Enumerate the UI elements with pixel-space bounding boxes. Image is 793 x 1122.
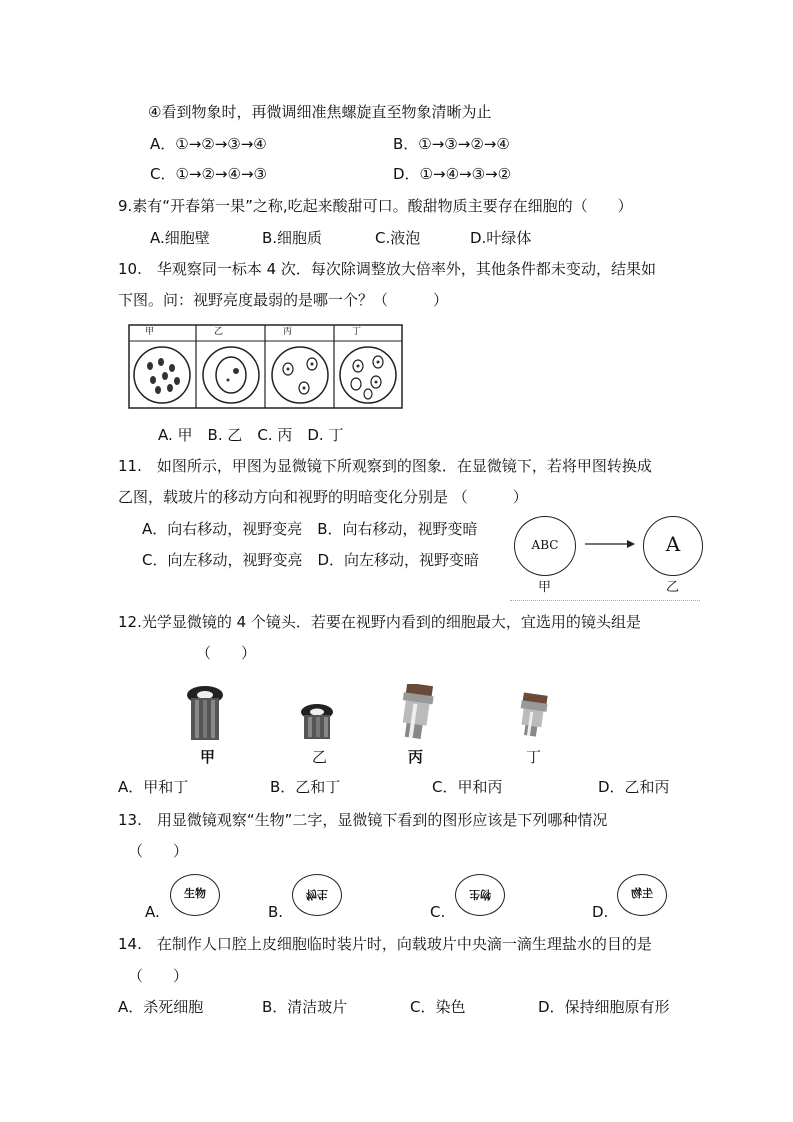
q13-option-a-text: 生物 [184, 887, 206, 900]
q12-stem: 12.光学显微镜的 4 个镜头．若要在视野内看到的细胞最大，宜选用的镜头组是 [118, 613, 641, 631]
q13-option-d-text: 生物 [631, 887, 653, 900]
q12-option-b: B．乙和丁 [270, 778, 341, 796]
q12-option-d: D．乙和丙 [598, 778, 670, 796]
q8-option-d: D．①→④→③→② [393, 165, 512, 183]
q10-panel-jia [134, 347, 190, 403]
q13-stem: 13. 用显微镜观察“生物”二字，显微镜下看到的图形应该是下列哪种情况 [118, 811, 608, 829]
q10-panel-label-1: 甲 [145, 327, 155, 337]
q8-option-b: B．①→③→②→④ [393, 135, 510, 153]
q13-option-a-letter: A. [145, 903, 160, 921]
q13-option-c-letter: C. [430, 903, 446, 921]
q14-paren: （ ） [128, 967, 189, 985]
q10-panel-bing [272, 347, 328, 403]
q9-option-b: B.细胞质 [262, 229, 323, 247]
lens-label-ding: 丁 [526, 748, 542, 766]
q11-circle-jia-text: ABC [531, 538, 559, 552]
q9-option-c: C.液泡 [375, 229, 421, 247]
q14-option-a: A．杀死细胞 [118, 998, 204, 1016]
q14-option-d: D．保持细胞原有形 [538, 998, 670, 1016]
q10-panel-ding [340, 347, 396, 403]
lens-bing-icon [398, 684, 435, 740]
q14-option-c: C．染色 [410, 998, 466, 1016]
q9-option-a: A.细胞壁 [150, 229, 210, 247]
lens-label-yi: 乙 [312, 748, 328, 766]
q11-label-yi: 乙 [666, 580, 680, 595]
q11-circle-yi-text: A [665, 532, 681, 556]
q11-options-row2: C．向左移动，视野变亮 D．向左移动，视野变暗 [142, 551, 480, 569]
q10-stem-line1: 10. 华观察同一标本 4 次．每次除调整放大倍率外，其他条件都未变动，结果如 [118, 260, 656, 278]
q9-option-d: D.叶绿体 [470, 229, 532, 247]
q11-options-row1: A．向右移动，视野变亮 B．向右移动，视野变暗 [142, 520, 478, 538]
q13-option-c-text: 物生 [469, 888, 491, 901]
q11-arrow [585, 537, 635, 551]
q10-panel-label-2: 乙 [214, 327, 224, 337]
q8-step4-text: ④看到物象时，再微调细准焦螺旋直至物象清晰为止 [148, 103, 492, 121]
q12-paren: （ ） [196, 644, 257, 662]
q14-stem: 14. 在制作人口腔上皮细胞临时装片时，向载玻片中央滴一滴生理盐水的目的是 [118, 935, 652, 953]
q11-label-jia: 甲 [538, 580, 552, 595]
q13-option-b-text: 物生 [306, 888, 328, 901]
lens-jia-icon [187, 686, 223, 740]
q11-divider [510, 600, 700, 601]
q13-option-d-letter: D. [592, 903, 609, 921]
q10-stem-line2: 下图。问：视野亮度最弱的是哪一个？（ ） [118, 291, 449, 309]
q11-stem-line2: 乙图，载玻片的移动方向和视野的明暗变化分别是 （ ） [118, 488, 528, 506]
q12-option-c: C．甲和丙 [432, 778, 503, 796]
lens-yi-icon [301, 704, 333, 739]
lens-label-bing: 丙 [408, 748, 424, 766]
q13-option-b-letter: B. [268, 903, 284, 921]
q11-stem-line1: 11. 如图所示，甲图为显微镜下所观察到的图象．在显微镜下，若将甲图转换成 [118, 457, 652, 475]
q8-option-a: A．①→②→③→④ [150, 135, 267, 153]
q10-panel-yi [203, 347, 259, 403]
q14-option-b: B．清洁玻片 [262, 998, 348, 1016]
q9-stem: 9.素有“开春第一果”之称,吃起来酸甜可口。酸甜物质主要存在细胞的（ ） [118, 197, 633, 215]
q8-option-c: C．①→②→④→③ [150, 165, 267, 183]
q12-lens-figure [185, 684, 585, 746]
lens-ding-icon [517, 692, 549, 737]
q10-figure [128, 324, 404, 410]
q12-option-a: A．甲和丁 [118, 778, 189, 796]
q10-panel-label-3: 丙 [283, 327, 293, 337]
lens-label-jia: 甲 [200, 748, 216, 766]
q10-panel-label-4: 丁 [352, 327, 362, 337]
q10-options: A. 甲 B. 乙 C. 丙 D. 丁 [158, 426, 344, 444]
q13-paren: （ ） [128, 842, 189, 860]
